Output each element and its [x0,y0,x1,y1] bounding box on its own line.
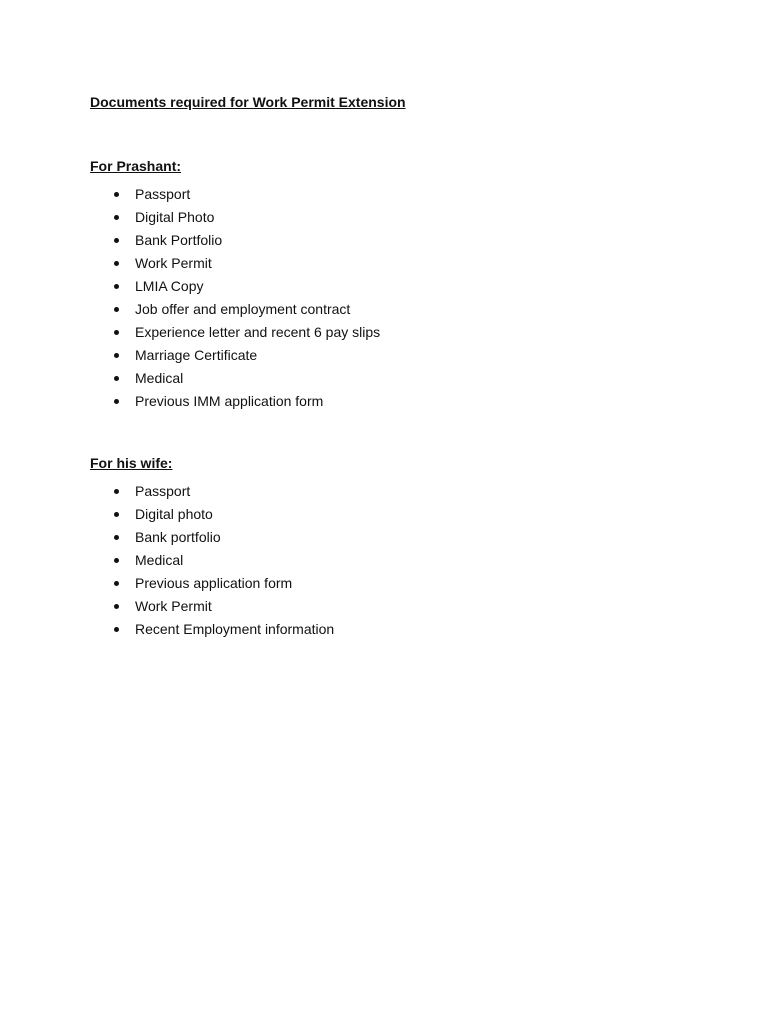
list-item-text: Passport [135,483,191,499]
bullet-icon [114,489,119,494]
bullet-icon [114,399,119,404]
section-heading-prashant: For Prashant: [90,158,182,174]
bullet-icon [114,376,119,381]
list-item-text: Digital Photo [135,209,215,225]
list-item [90,549,690,572]
list-item [90,252,690,275]
list-item [90,321,690,344]
list-item [90,344,690,367]
list-item [90,298,690,321]
bullet-icon [114,215,119,220]
bullet-icon [114,627,119,632]
list-item [90,367,690,390]
list-item [90,618,690,641]
bullet-icon [114,535,119,540]
bullet-icon [114,238,119,243]
bullet-icon [114,330,119,335]
list-item [90,206,690,229]
bullet-icon [114,353,119,358]
list-item [90,229,690,252]
list-item-text: Previous IMM application form [135,393,324,409]
list-item-text: Digital photo [135,506,213,522]
prashant-document-list [90,183,690,413]
bullet-icon [114,512,119,517]
list-item-text: Medical [135,552,184,568]
wife-document-list [90,480,690,641]
list-item [90,480,690,503]
list-item-text: Passport [135,186,191,202]
list-item [90,595,690,618]
document-title: Documents required for Work Permit Extension [90,94,406,110]
list-item-text: Work Permit [135,598,212,614]
bullet-icon [114,192,119,197]
list-item-text: Job offer and employment contract [135,301,351,317]
document-body [90,93,690,641]
bullet-icon [114,604,119,609]
list-item-text: Previous application form [135,575,293,591]
list-item-text: Bank portfolio [135,529,221,545]
bullet-icon [114,581,119,586]
bullet-icon [114,261,119,266]
list-item [90,390,690,413]
list-item-text: Marriage Certificate [135,347,258,363]
list-item [90,183,690,206]
list-item [90,503,690,526]
bullet-icon [114,284,119,289]
list-item-text: Recent Employment information [135,621,335,637]
bullet-icon [114,558,119,563]
list-item-text: LMIA Copy [135,278,204,294]
section-spacer [90,413,690,454]
section-heading-wife: For his wife: [90,455,173,471]
list-item-text: Bank Portfolio [135,232,223,248]
list-item-text: Medical [135,370,184,386]
list-item-text: Experience letter and recent 6 pay slips [135,324,381,340]
list-item-text: Work Permit [135,255,212,271]
list-item [90,275,690,298]
bullet-icon [114,307,119,312]
list-item [90,572,690,595]
list-item [90,526,690,549]
